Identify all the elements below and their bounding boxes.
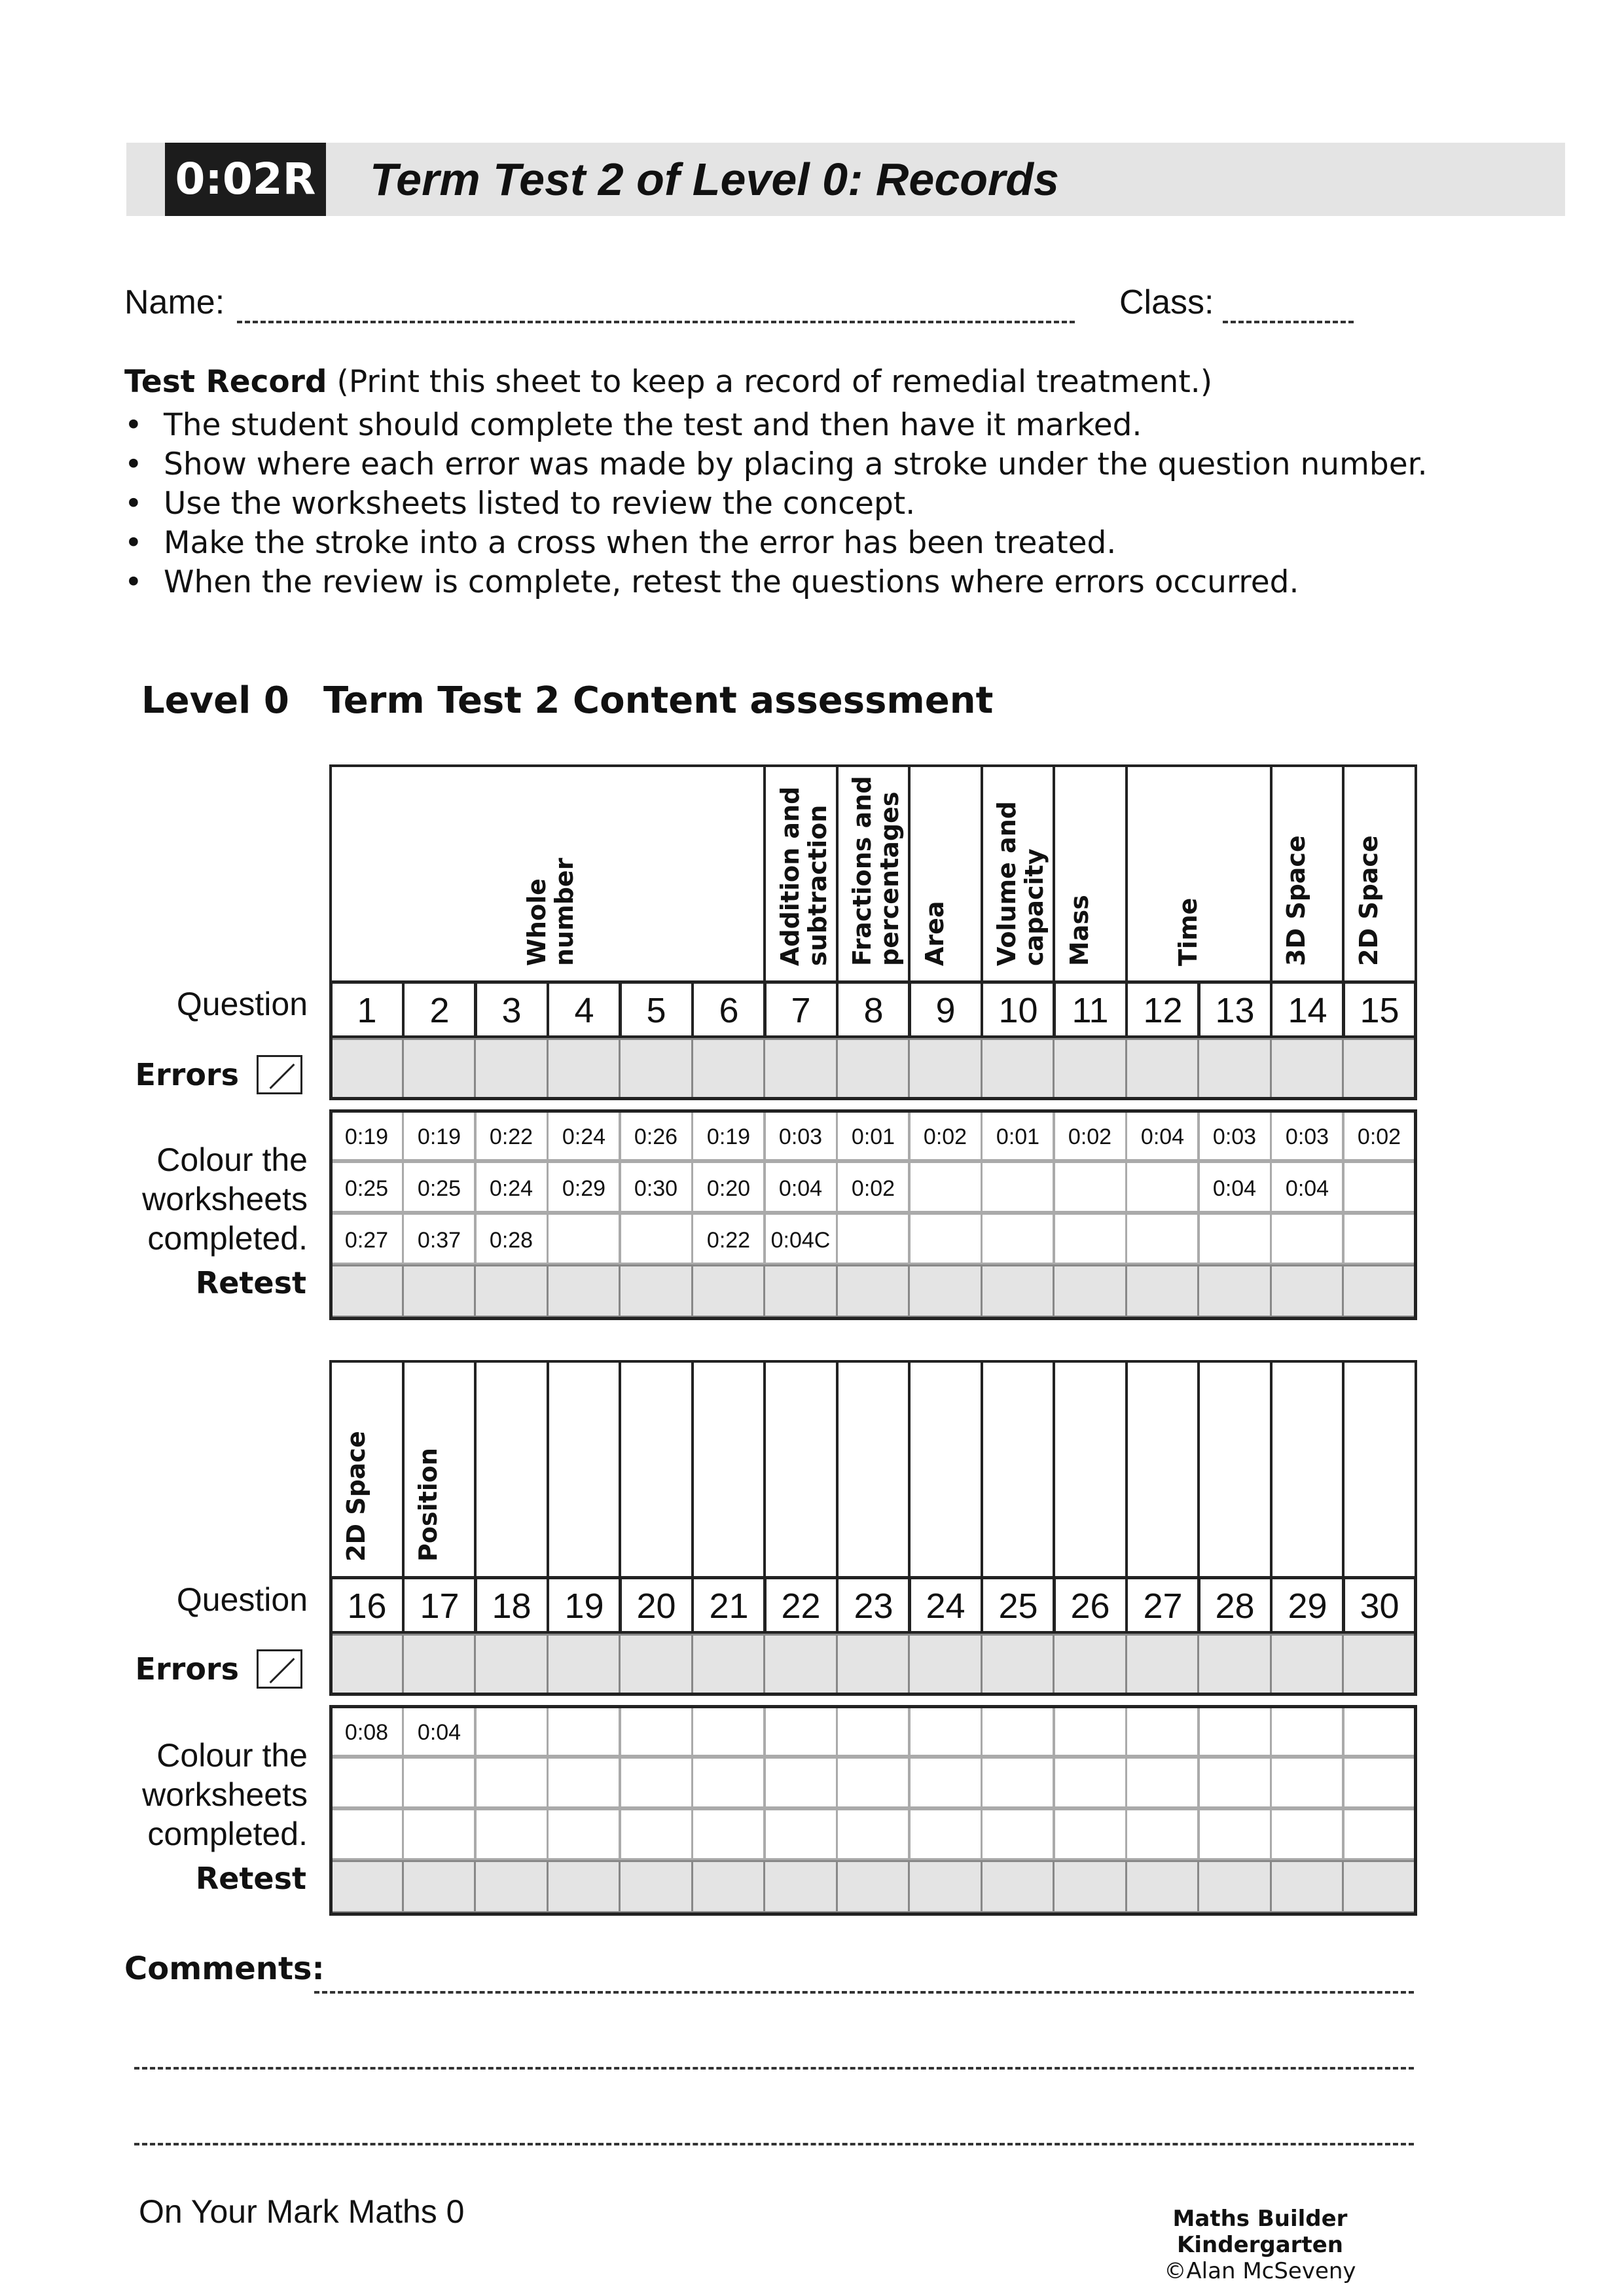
question-number-cell: 4 bbox=[547, 980, 622, 1038]
worksheet-cell[interactable]: 0:04 bbox=[1197, 1161, 1272, 1213]
worksheet-cell[interactable]: 0:02 bbox=[1342, 1109, 1416, 1161]
topic-header-cell bbox=[1197, 1360, 1272, 1579]
worksheet-cell[interactable]: 0:20 bbox=[691, 1161, 766, 1213]
topic-header-cell bbox=[836, 1360, 911, 1579]
topic-header-cell bbox=[1125, 764, 1272, 983]
retest-row-label: Retest bbox=[195, 1861, 306, 1896]
instruction-item: • Show where each error was made by placing a stroke under the question number. bbox=[124, 446, 1428, 482]
topic-label: Time bbox=[1173, 897, 1202, 966]
worksheet-cell[interactable]: 0:04 bbox=[1270, 1161, 1344, 1213]
topic-header-cell bbox=[981, 1360, 1055, 1579]
question-number-cell: 29 bbox=[1270, 1576, 1345, 1634]
question-row-label: Question bbox=[176, 986, 308, 1022]
question-number-cell: 9 bbox=[908, 980, 983, 1038]
worksheet-cell[interactable]: 0:03 bbox=[1197, 1109, 1272, 1161]
retest-row-label: Retest bbox=[195, 1265, 306, 1300]
question-number-cell: 30 bbox=[1342, 1576, 1417, 1634]
question-number-cell: 10 bbox=[981, 980, 1056, 1038]
worksheet-cell[interactable]: 0:22 bbox=[691, 1213, 766, 1265]
test-record-note: (Print this sheet to keep a record of remedial treatment.) bbox=[336, 364, 1213, 400]
topic-label: Position bbox=[414, 1448, 442, 1562]
topic-header-cell bbox=[1270, 1360, 1344, 1579]
level-label: Level 0 bbox=[141, 679, 289, 722]
worksheet-cell[interactable]: 0:37 bbox=[402, 1213, 477, 1265]
footer-series: On Your Mark Maths 0 bbox=[139, 2193, 465, 2230]
topic-label: Whole number bbox=[522, 857, 579, 966]
topic-label: Area bbox=[920, 901, 949, 966]
worksheet-cell[interactable]: 0:22 bbox=[474, 1109, 549, 1161]
comments-line[interactable] bbox=[134, 2067, 1414, 2070]
instruction-item: • When the review is complete, retest the questions where errors occurred. bbox=[124, 564, 1299, 600]
class-label: Class: bbox=[1119, 283, 1214, 321]
question-number-cell: 7 bbox=[763, 980, 839, 1038]
topic-header-cell bbox=[691, 1360, 766, 1579]
question-number-cell: 22 bbox=[763, 1576, 839, 1634]
instruction-item: • Use the worksheets listed to review the concept. bbox=[124, 486, 916, 522]
topic-label: Fractions and percentages bbox=[848, 776, 904, 966]
topic-header-cell bbox=[474, 1360, 549, 1579]
test-code: 0:02R bbox=[165, 143, 326, 216]
question-number-cell: 28 bbox=[1197, 1576, 1272, 1634]
class-field[interactable] bbox=[1223, 321, 1354, 323]
topic-header-cell bbox=[1270, 764, 1344, 983]
question-number-cell: 16 bbox=[329, 1576, 405, 1634]
worksheet-cell[interactable]: 0:26 bbox=[619, 1109, 693, 1161]
topic-label: Volume and capacity bbox=[992, 800, 1049, 966]
question-number-cell: 2 bbox=[402, 980, 477, 1038]
worksheet-cell[interactable]: 0:04 bbox=[1125, 1109, 1200, 1161]
colour-worksheets-label: Colour the worksheets completed. bbox=[142, 1141, 308, 1257]
comments-line[interactable] bbox=[134, 2143, 1414, 2145]
worksheet-cell[interactable]: 0:03 bbox=[1270, 1109, 1344, 1161]
question-number-cell: 11 bbox=[1053, 980, 1128, 1038]
question-number-cell: 23 bbox=[836, 1576, 911, 1634]
topic-header-cell bbox=[329, 1360, 405, 1579]
question-number-cell: 17 bbox=[402, 1576, 477, 1634]
name-label: Name: bbox=[124, 283, 225, 321]
errors-row-label: Errors bbox=[135, 1057, 239, 1092]
question-number-cell: 25 bbox=[981, 1576, 1056, 1634]
topic-header-cell bbox=[1342, 764, 1417, 983]
table-frame bbox=[329, 980, 1417, 1100]
worksheet-cell[interactable]: 0:04 bbox=[402, 1705, 477, 1757]
question-number-cell: 12 bbox=[1125, 980, 1200, 1038]
question-row-label: Question bbox=[176, 1581, 308, 1618]
topic-header-cell bbox=[1342, 1360, 1417, 1579]
question-number-cell: 14 bbox=[1270, 980, 1345, 1038]
worksheet-cell[interactable]: 0:01 bbox=[981, 1109, 1055, 1161]
topic-header-cell bbox=[547, 1360, 621, 1579]
topic-header-cell bbox=[908, 1360, 983, 1579]
question-number-cell: 27 bbox=[1125, 1576, 1200, 1634]
question-number-cell: 6 bbox=[691, 980, 767, 1038]
instruction-item: • The student should complete the test and then have it marked. bbox=[124, 407, 1142, 443]
errors-row-label: Errors bbox=[135, 1651, 239, 1687]
instruction-list bbox=[124, 406, 1428, 602]
question-number-cell: 26 bbox=[1053, 1576, 1128, 1634]
worksheet-cell[interactable]: 0:02 bbox=[1053, 1109, 1127, 1161]
worksheet-cell[interactable]: 0:04C bbox=[763, 1213, 838, 1265]
question-number-cell: 21 bbox=[691, 1576, 767, 1634]
question-number-cell: 24 bbox=[908, 1576, 983, 1634]
page-title: Term Test 2 of Level 0: Records bbox=[370, 154, 1059, 205]
topic-header-cell bbox=[402, 1360, 477, 1579]
worksheet-cell[interactable]: 0:24 bbox=[474, 1161, 549, 1213]
comments-label: Comments: bbox=[124, 1950, 325, 1987]
topic-header-cell bbox=[1053, 1360, 1128, 1579]
topic-header-cell bbox=[1125, 1360, 1200, 1579]
topic-header-cell bbox=[908, 764, 983, 983]
name-field[interactable] bbox=[237, 321, 1075, 323]
question-number-cell: 1 bbox=[329, 980, 405, 1038]
footer-book-title: Maths Builder Kindergarten bbox=[1172, 2206, 1348, 2258]
test-record-intro bbox=[124, 364, 1212, 400]
worksheet-cell[interactable]: 0:25 bbox=[402, 1161, 477, 1213]
worksheet-cell[interactable]: 0:19 bbox=[402, 1109, 477, 1161]
topic-header-cell bbox=[329, 764, 766, 983]
assessment-title: Term Test 2 Content assessment bbox=[323, 679, 994, 722]
worksheet-cell[interactable]: 0:02 bbox=[908, 1109, 983, 1161]
footer-credit bbox=[1106, 2206, 1414, 2284]
topic-header-cell bbox=[981, 764, 1055, 983]
worksheet-cell[interactable]: 0:02 bbox=[836, 1161, 911, 1213]
table-frame bbox=[329, 1576, 1417, 1696]
topic-label: Mass bbox=[1064, 895, 1094, 966]
topic-header-cell bbox=[763, 764, 839, 983]
footer-copyright: ©Alan McSeveny bbox=[1164, 2258, 1356, 2284]
worksheet-cell[interactable]: 0:19 bbox=[329, 1109, 404, 1161]
worksheet-cell[interactable]: 0:03 bbox=[763, 1109, 838, 1161]
question-number-cell: 8 bbox=[836, 980, 911, 1038]
topic-label: 2D Space bbox=[341, 1431, 370, 1562]
worksheet-cell[interactable]: 0:08 bbox=[329, 1705, 404, 1757]
worksheet-cell[interactable]: 0:30 bbox=[619, 1161, 693, 1213]
stroke-legend-icon bbox=[257, 1055, 302, 1094]
worksheet-cell[interactable]: 0:19 bbox=[691, 1109, 766, 1161]
table-frame bbox=[329, 1705, 1417, 1916]
topic-header-cell bbox=[763, 1360, 839, 1579]
question-number-cell: 5 bbox=[619, 980, 694, 1038]
question-number-cell: 3 bbox=[474, 980, 549, 1038]
question-number-cell: 19 bbox=[547, 1576, 622, 1634]
worksheet-cell[interactable]: 0:29 bbox=[547, 1161, 621, 1213]
test-record-heading: Test Record bbox=[124, 364, 327, 400]
worksheet-cell[interactable]: 0:24 bbox=[547, 1109, 621, 1161]
topic-label: Addition and subtraction bbox=[775, 786, 832, 966]
table-frame bbox=[329, 1109, 1417, 1320]
question-number-cell: 13 bbox=[1197, 980, 1272, 1038]
topic-label: 2D Space bbox=[1354, 835, 1383, 966]
question-number-cell: 18 bbox=[474, 1576, 549, 1634]
colour-worksheets-label: Colour the worksheets completed. bbox=[142, 1737, 308, 1852]
topic-label: 3D Space bbox=[1282, 835, 1310, 966]
worksheet-cell[interactable]: 0:01 bbox=[836, 1109, 911, 1161]
worksheet-cell[interactable]: 0:27 bbox=[329, 1213, 404, 1265]
stroke-legend-icon bbox=[257, 1649, 302, 1689]
question-number-cell: 20 bbox=[619, 1576, 694, 1634]
worksheet-cell[interactable]: 0:28 bbox=[474, 1213, 549, 1265]
comments-line[interactable] bbox=[314, 1991, 1414, 1994]
worksheet-cell[interactable]: 0:04 bbox=[763, 1161, 838, 1213]
topic-header-cell bbox=[836, 764, 911, 983]
instruction-item: • Make the stroke into a cross when the error has been treated. bbox=[124, 525, 1117, 561]
worksheet-cell[interactable]: 0:25 bbox=[329, 1161, 404, 1213]
topic-header-cell bbox=[1053, 764, 1128, 983]
topic-header-cell bbox=[619, 1360, 694, 1579]
question-number-cell: 15 bbox=[1342, 980, 1417, 1038]
